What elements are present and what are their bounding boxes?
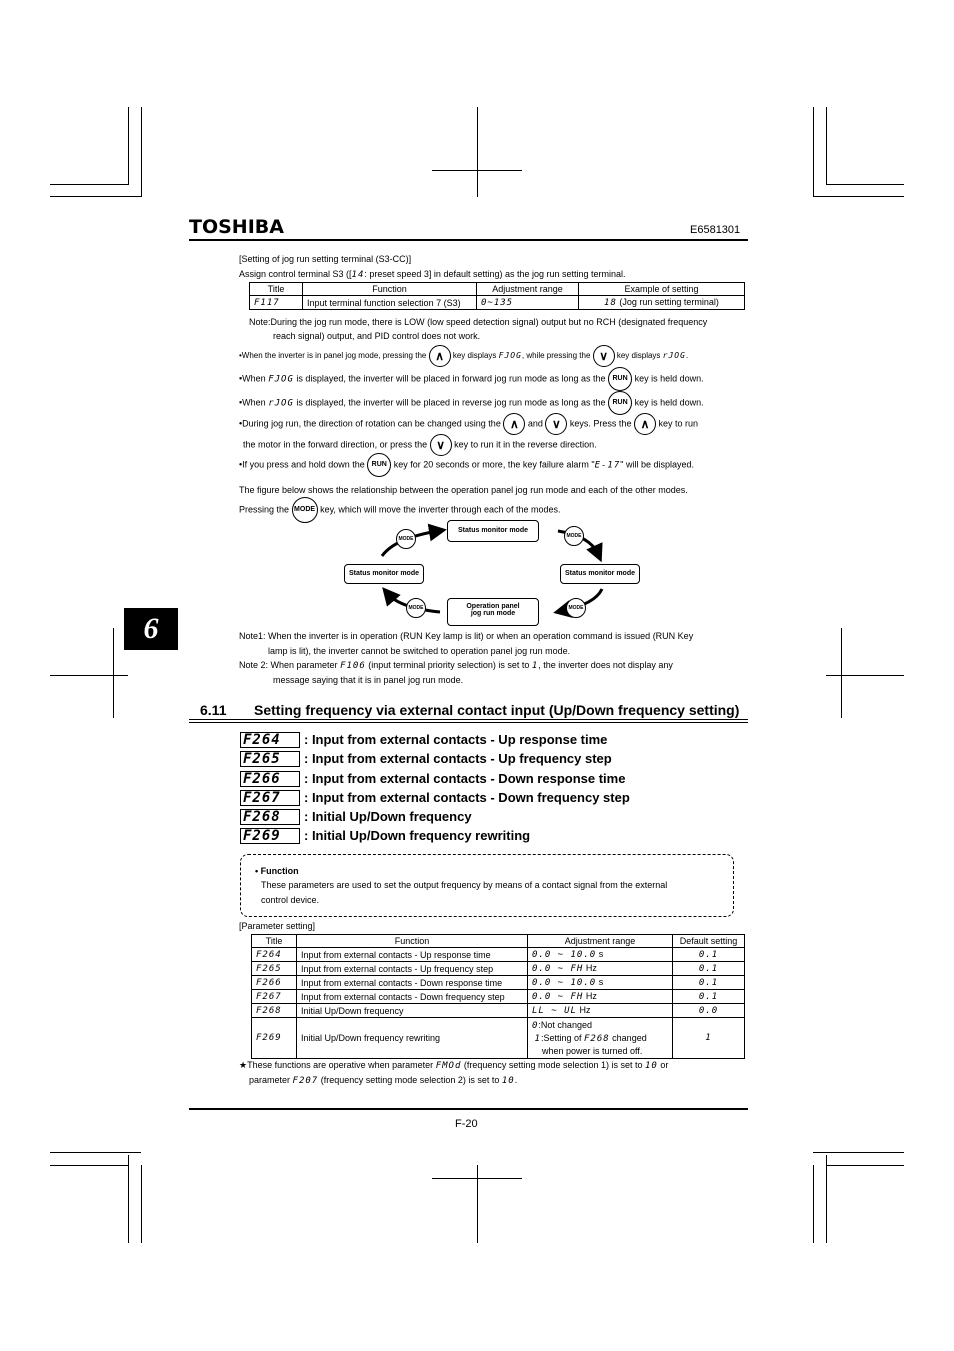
jog-heading: [Setting of jog run setting terminal (S3-CC)] [239, 254, 412, 264]
note-line: Note:During the jog run mode, there is LOW (low speed detection signal) output but no RCH (designated frequency [249, 317, 708, 327]
th-title: Title [252, 935, 297, 948]
bullet-5: •If you press and hold down the RUN key for 20 seconds or more, the key failure alarm "E-17" will be displayed. [239, 453, 694, 477]
param-item: F265 : Input from external contacts - Up frequency step [240, 751, 612, 767]
note-2-cont: message saying that it is in panel jog run mode. [273, 675, 464, 685]
mode-key-icon[interactable]: MODE [292, 497, 318, 523]
crop-mark [113, 628, 114, 718]
mode-key-icon: MODE [396, 529, 416, 549]
note-2: Note 2: When parameter F106 (input terminal priority selection) is set to 1, the inverter does not display any [239, 660, 673, 671]
crop-mark [141, 107, 142, 197]
function-text: control device. [261, 895, 320, 905]
down-key-icon[interactable]: ∨ [593, 345, 615, 367]
th-range: Adjustment range [477, 283, 579, 296]
chapter-tab: 6 [124, 608, 178, 650]
crop-mark [826, 1155, 827, 1243]
mode-box-status-top: Status monitor mode [447, 520, 539, 542]
param-item: F267 : Input from external contacts - Down frequency step [240, 790, 630, 806]
page-number: F-20 [455, 1118, 478, 1130]
table-row: F264 Input from external contacts - Up response time 0.0 ~ 10.0 s 0.1 [252, 948, 745, 962]
section-title: Setting frequency via external contact input (Up/Down frequency setting) [254, 702, 740, 718]
crop-mark [813, 196, 904, 197]
crop-mark [826, 675, 904, 676]
mode-box-status-left: Status monitor mode [344, 564, 424, 584]
mode-box-jog: Operation panel jog run mode [447, 598, 539, 626]
th-function: Function [303, 283, 477, 296]
note-line: reach signal) output, and PID control does not work. [273, 331, 481, 341]
table-row: F268 Initial Up/Down frequency LL ~ UL Hz 0.0 [252, 1004, 745, 1018]
table-row: F269 Initial Up/Down frequency rewriting 0:Not changed 1:Setting of F268 changed when power is turned off. 1 [252, 1018, 745, 1059]
param-item: F266 : Input from external contacts - Down response time [240, 771, 625, 787]
cell-title: F117 [250, 296, 303, 310]
mode-key-icon: MODE [406, 598, 426, 618]
section-number: 6.11 [200, 702, 227, 718]
down-key-icon[interactable]: ∨ [430, 434, 452, 456]
bullet-2: •When FJOG is displayed, the inverter will be placed in forward jog run mode as long as the RUN key is held down. [239, 367, 704, 391]
bullet-3: •When rJOG is displayed, the inverter will be placed in reverse jog run mode as long as the RUN key is held down. [239, 391, 704, 415]
crop-mark [141, 1165, 142, 1243]
crop-mark [128, 1155, 129, 1243]
note-1: Note1: When the inverter is in operation (RUN Key lamp is lit) or when an operation command is issued (RUN Key [239, 631, 694, 641]
header-rule [189, 239, 748, 241]
crop-mark [841, 628, 842, 718]
function-title: • Function [255, 866, 299, 876]
cell-function: Input terminal function selection 7 (S3) [303, 296, 477, 310]
jog-table [249, 282, 745, 310]
section-rule [189, 722, 748, 723]
run-key-icon[interactable]: RUN [608, 367, 632, 391]
mode-key-icon: MODE [564, 526, 584, 546]
th-default: Default setting [673, 935, 745, 948]
param-table [251, 934, 745, 1059]
up-key-icon[interactable]: ∧ [634, 413, 656, 435]
crop-mark [813, 1152, 904, 1153]
crop-mark [813, 107, 814, 197]
param-heading: [Parameter setting] [239, 921, 316, 931]
bullet-4: •During jog run, the direction of rotation can be changed using the ∧ and ∨ keys. Press the ∧ key to run [239, 413, 698, 435]
footnote: ★These functions are operative when parameter FMOd (frequency setting mode selection 1) is set to 10 or [239, 1060, 669, 1071]
th-range: Adjustment range [528, 935, 673, 948]
run-key-icon[interactable]: RUN [608, 391, 632, 415]
crop-mark [813, 1165, 814, 1243]
crop-mark [826, 184, 904, 185]
crop-mark [477, 1165, 478, 1243]
bullet-1: •When the inverter is in panel jog mode, pressing the ∧ key displays FJOG, while pressing the ∨ key displays rJOG. [239, 345, 688, 367]
up-key-icon[interactable]: ∧ [503, 413, 525, 435]
bullet-4-cont: the motor in the forward direction, or press the ∨ key to run it in the reverse direction. [243, 434, 597, 456]
cell-range: 0~135 [477, 296, 579, 310]
param-item: F269 : Initial Up/Down frequency rewriting [240, 828, 530, 844]
note-1-cont: lamp is lit), the inverter cannot be switched to operation panel jog run mode. [268, 646, 571, 656]
crop-mark [432, 170, 522, 171]
crop-mark [50, 196, 141, 197]
th-example: Example of setting [579, 283, 745, 296]
table-row: F267 Input from external contacts - Down frequency step 0.0 ~ FH Hz 0.1 [252, 990, 745, 1004]
fig-text: The figure below shows the relationship between the operation panel jog run mode and each of the other modes. [239, 485, 688, 495]
footer-rule [189, 1108, 748, 1110]
down-key-icon[interactable]: ∨ [545, 413, 567, 435]
section-rule [189, 719, 748, 720]
run-key-icon[interactable]: RUN [367, 453, 391, 477]
table-row: F265 Input from external contacts - Up frequency step 0.0 ~ FH Hz 0.1 [252, 962, 745, 976]
table-row: F266 Input from external contacts - Down response time 0.0 ~ 10.0 s 0.1 [252, 976, 745, 990]
function-box [240, 854, 734, 917]
crop-mark [50, 1152, 141, 1153]
crop-mark [50, 1165, 128, 1166]
param-item: F268 : Initial Up/Down frequency [240, 809, 472, 825]
crop-mark [477, 107, 478, 197]
doc-code: E6581301 [690, 224, 741, 236]
mode-key-icon: MODE [566, 598, 586, 618]
cell-example: 18 (Jog run setting terminal) [579, 296, 745, 310]
function-text: These parameters are used to set the output frequency by means of a contact signal from the external [261, 880, 668, 890]
jog-intro: Assign control terminal S3 ([14: preset speed 3] in default setting) as the jog run setting terminal. [239, 269, 626, 280]
mode-box-status-right: Status monitor mode [560, 564, 640, 584]
crop-mark [432, 1178, 522, 1179]
brand-logo: TOSHIBA [189, 216, 284, 238]
crop-mark [826, 1165, 904, 1166]
crop-mark [50, 184, 128, 185]
param-item: F264 : Input from external contacts - Up response time [240, 732, 607, 748]
crop-mark [50, 675, 128, 676]
crop-mark [826, 107, 827, 185]
crop-mark [128, 107, 129, 185]
th-function: Function [297, 935, 528, 948]
footnote-cont: parameter F207 (frequency setting mode selection 2) is set to 10. [249, 1075, 518, 1086]
th-title: Title [250, 283, 303, 296]
up-key-icon[interactable]: ∧ [429, 345, 451, 367]
fig-text-2: Pressing the MODE key, which will move the inverter through each of the modes. [239, 497, 561, 523]
